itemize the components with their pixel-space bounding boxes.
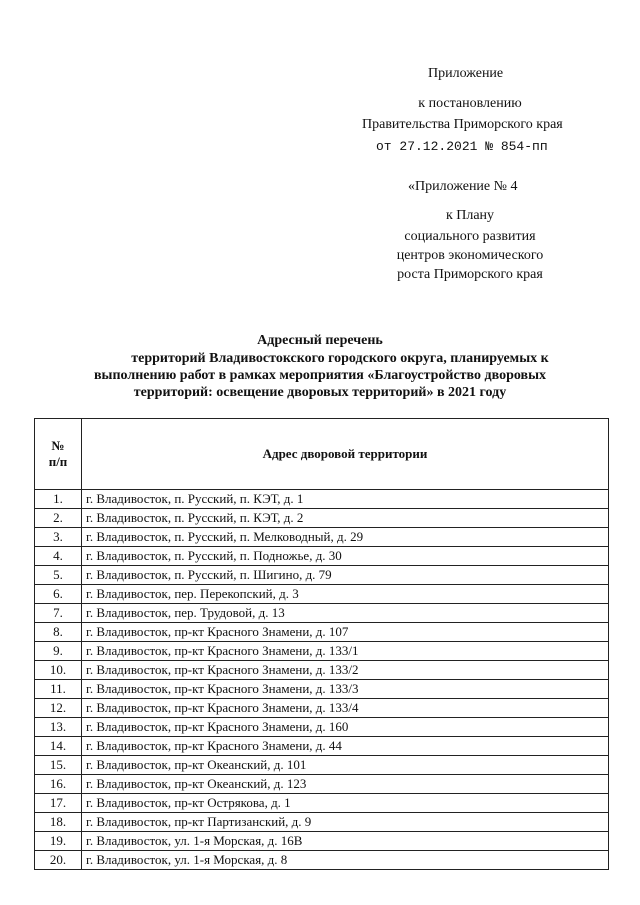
table-row [35,832,609,851]
row-number: 6. [35,585,82,604]
table-row [35,509,609,528]
row-number: 2. [35,509,82,528]
table-row [35,794,609,813]
table-row [35,642,609,661]
table-row [35,661,609,680]
row-number: 3. [35,528,82,547]
table-row [35,775,609,794]
row-address: г. Владивосток, ул. 1-я Морская, д. 8 [82,851,609,870]
row-number: 19. [35,832,82,851]
table-row [35,585,609,604]
row-address: г. Владивосток, пр-кт Красного Знамени, д. 133/2 [82,661,609,680]
to-resolution: к постановлению [418,96,522,111]
table-row [35,528,609,547]
document-title-2: территорий Владивостокского городского округа, планируемых к [131,351,549,366]
row-number: 10. [35,661,82,680]
table-body [35,490,609,870]
row-number: 14. [35,737,82,756]
resolution-date-number: от 27.12.2021 № 854-пп [376,139,548,154]
row-address: г. Владивосток, ул. 1-я Морская, д. 16В [82,832,609,851]
appendix-label: Приложение [428,66,504,81]
table-row [35,623,609,642]
row-number: 4. [35,547,82,566]
row-number: 5. [35,566,82,585]
government-name: Правительства Приморского края [362,117,563,132]
row-number: 18. [35,813,82,832]
row-number: 9. [35,642,82,661]
table-row [35,718,609,737]
column-header-address: Адрес дворовой территории [82,419,609,490]
table-row [35,851,609,870]
appendix-4-label: «Приложение № 4 [408,179,518,194]
table-row [35,604,609,623]
row-address: г. Владивосток, п. Русский, п. Шигино, д. 79 [82,566,609,585]
row-number: 11. [35,680,82,699]
row-address: г. Владивосток, пер. Перекопский, д. 3 [82,585,609,604]
document-title-3: выполнению работ в рамках мероприятия «Благоустройство дворовых [93,368,547,383]
row-number: 16. [35,775,82,794]
row-number: 15. [35,756,82,775]
row-address: г. Владивосток, пр-кт Красного Знамени, д. 160 [82,718,609,737]
row-address: г. Владивосток, пр-кт Партизанский, д. 9 [82,813,609,832]
row-number: 1. [35,490,82,509]
to-plan: к Плану [445,208,495,223]
address-table [34,418,609,870]
row-address: г. Владивосток, пр-кт Красного Знамени, д. 133/3 [82,680,609,699]
row-address: г. Владивосток, пр-кт Красного Знамени, д. 133/4 [82,699,609,718]
table-row [35,737,609,756]
table-row [35,756,609,775]
row-number: 17. [35,794,82,813]
row-address: г. Владивосток, пр-кт Острякова, д. 1 [82,794,609,813]
row-address: г. Владивосток, п. Русский, п. Мелководный, д. 29 [82,528,609,547]
document-title-4: территорий: освещение дворовых территорий» в 2021 году [133,385,507,400]
table-header-row [35,419,609,490]
row-number: 12. [35,699,82,718]
row-address: г. Владивосток, пр-кт Океанский, д. 101 [82,756,609,775]
row-number: 20. [35,851,82,870]
table-row [35,566,609,585]
table-row [35,680,609,699]
column-header-number: № п/п [35,419,82,490]
row-address: г. Владивосток, п. Русский, п. Подножье, д. 30 [82,547,609,566]
plan-line-1: социального развития [404,229,536,244]
plan-line-2: центров экономического [396,248,544,263]
table-row [35,813,609,832]
row-address: г. Владивосток, пр-кт Океанский, д. 123 [82,775,609,794]
table-row [35,547,609,566]
document-title-1: Адресный перечень [257,333,383,348]
row-address: г. Владивосток, пер. Трудовой, д. 13 [82,604,609,623]
row-address: г. Владивосток, п. Русский, п. КЭТ, д. 1 [82,490,609,509]
row-address: г. Владивосток, п. Русский, п. КЭТ, д. 2 [82,509,609,528]
row-address: г. Владивосток, пр-кт Красного Знамени, д. 107 [82,623,609,642]
row-number: 13. [35,718,82,737]
table-row [35,490,609,509]
row-number: 8. [35,623,82,642]
row-number: 7. [35,604,82,623]
row-address: г. Владивосток, пр-кт Красного Знамени, д. 44 [82,737,609,756]
row-address: г. Владивосток, пр-кт Красного Знамени, д. 133/1 [82,642,609,661]
table-row [35,699,609,718]
plan-line-3: роста Приморского края [397,267,543,282]
